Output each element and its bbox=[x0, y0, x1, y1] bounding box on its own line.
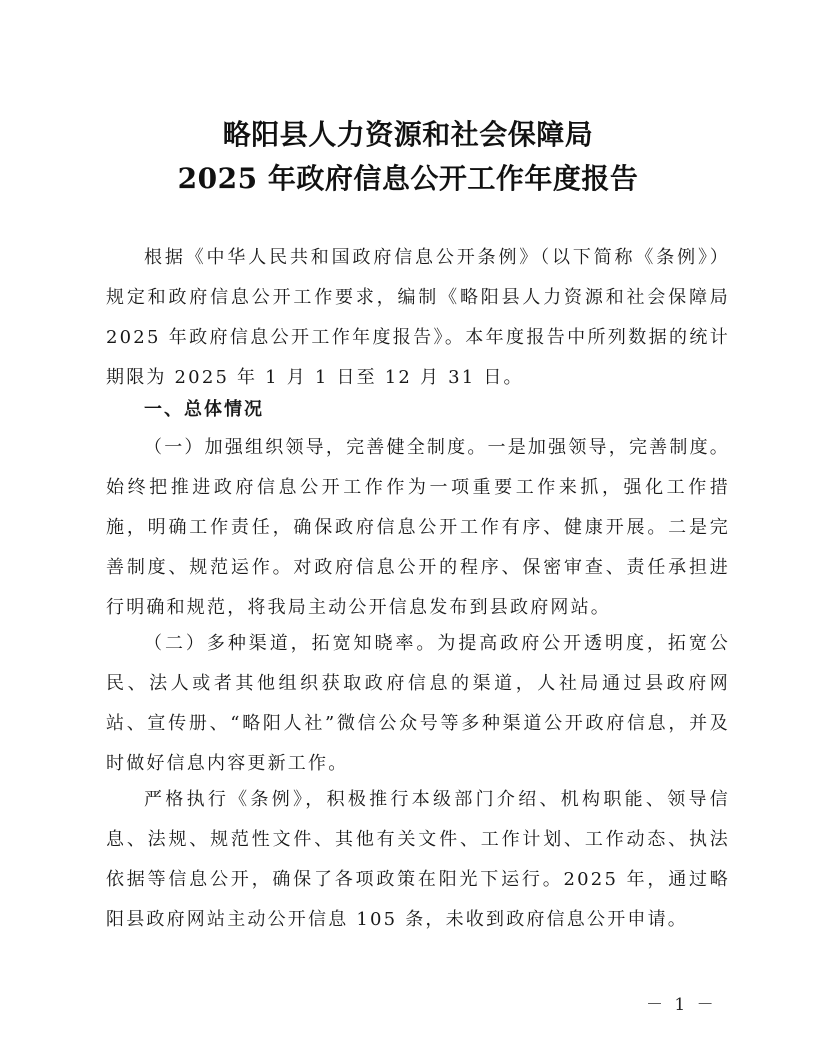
document-title-line2: 2025 年政府信息公开工作年度报告 bbox=[177, 162, 639, 195]
paragraph-organization-leadership: （一）加强组织领导，完善健全制度。一是加强领导，完善制度。始终把推进政府信息公开工作作为一项重要工作来抓，强化工作措施，明确工作责任，确保政府信息公开工作有序、健康开展。二是完善制度、规范运作。对政府信息公开的程序、保密审查、责任承担进行明确和规范，将我局主动公开信息发布到县政府网站。 bbox=[106, 437, 730, 618]
paragraph-channels: （二）多种渠道，拓宽知晓率。为提高政府公开透明度，拓宽公民、法人或者其他组织获取政府信息的渠道，人社局通过县政府网站、宣传册、“略阳人社”微信公众号等多种渠道公开政府信息，并及时做好信息内容更新工作。 bbox=[106, 633, 730, 774]
paragraph-implementation: 严格执行《条例》，积极推行本级部门介绍、机构职能、领导信息、法规、规范性文件、其他有关文件、工作计划、工作动态、执法依据等信息公开，确保了各项政策在阳光下运行。2025 年，通过略阳县政府网站主动公开信息 105 条，未收到政府信息公开申请。 bbox=[106, 789, 730, 930]
intro-paragraph: 根据《中华人民共和国政府信息公开条例》（以下简称《条例》）规定和政府信息公开工作要求，编制《略阳县人力资源和社会保障局 2025 年政府信息公开工作年度报告》。本年度报告中所列数据的统计期限为 2025 年 1 月 1 日至 12 月 31 日。 bbox=[106, 247, 730, 388]
page-number: － 1 － bbox=[646, 995, 717, 1015]
document-title-line1: 略阳县人力资源和社会保障局 bbox=[222, 118, 594, 151]
section-heading-overall: 一、总体情况 bbox=[144, 399, 264, 420]
